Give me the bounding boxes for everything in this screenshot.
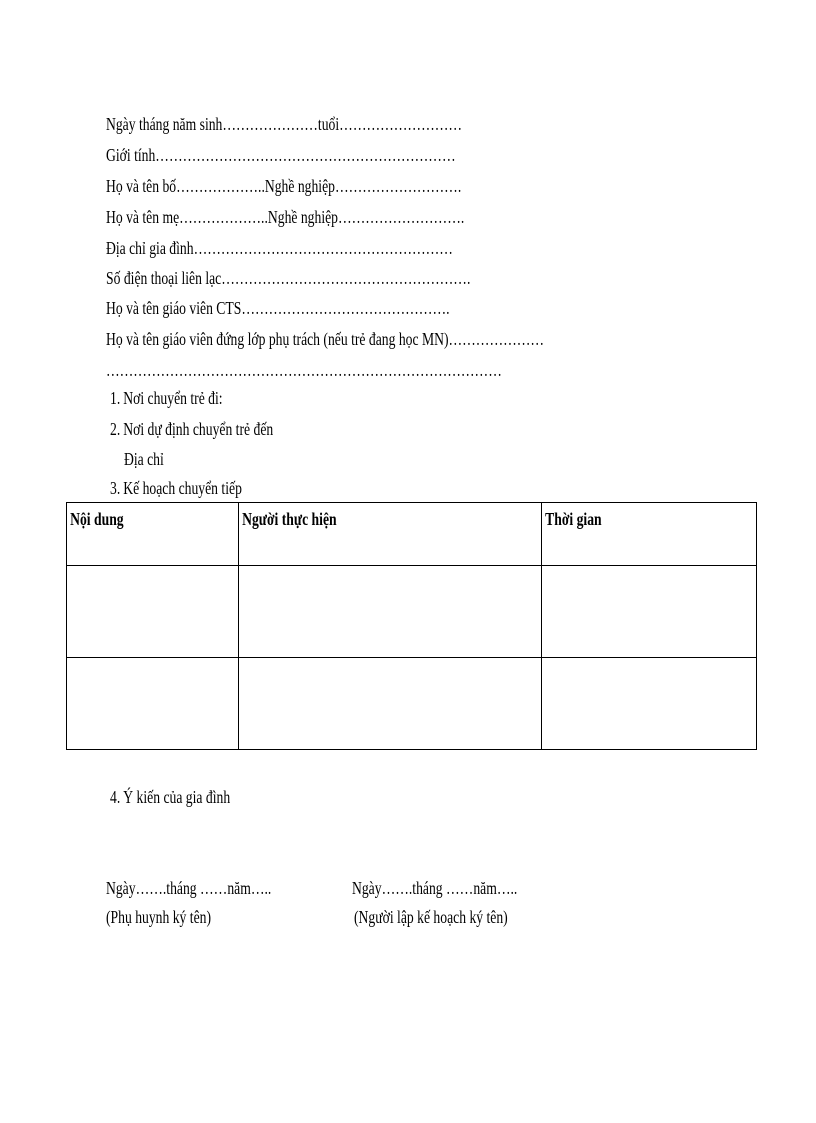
parent-signature-date: Ngày…….tháng ……năm….. [106,878,272,898]
header-person-in-charge: Người thực hiện [239,503,542,566]
section-number: 2. [110,419,121,439]
section-label: Nơi chuyển trẻ đi: [123,388,223,408]
section-transition-plan [110,477,279,499]
family-address-field: Địa chỉ gia đình………………………………………………… [106,238,453,258]
continuation-dotted-line: …………………………………………………………………………… [106,360,502,380]
table-cell[interactable] [542,566,757,658]
table-cell[interactable] [239,658,542,750]
gender-field: Giới tính………………………………………………………… [106,145,456,165]
header-time: Thời gian [542,503,757,566]
section-transfer-from [110,387,254,409]
contact-phone-field: Số điện thoại liên lạc………………………………………………. [106,268,471,288]
section-family-opinion [110,786,264,808]
section-label: Nơi dự định chuyển trẻ đến [123,419,274,439]
table-cell[interactable] [67,658,239,750]
section-number: 4. [110,787,121,807]
section-number: 3. [110,478,121,498]
cts-teacher-field: Họ và tên giáo viên CTS………………………………………. [106,298,450,318]
planner-signature-date: Ngày…….tháng ……năm….. [352,878,518,898]
table-row [67,566,757,658]
class-teacher-field: Họ và tên giáo viên đứng lớp phụ trách (nếu trẻ đang học MN)………………… [106,329,545,349]
birthdate-age-field: Ngày tháng năm sinh…………………tuổi……………………… [106,114,463,134]
transition-plan-table [66,502,757,750]
table-cell[interactable] [239,566,542,658]
section-label: Ý kiến của gia đình [123,787,231,807]
section-label: Kế hoạch chuyển tiếp [123,478,242,498]
table-cell[interactable] [542,658,757,750]
section-transfer-to [110,418,319,440]
header-content: Nội dung [67,503,239,566]
parent-signature-label: (Phụ huynh ký tên) [106,907,212,927]
table-header-row [67,503,757,566]
planner-signature-label: (Người lập kế hoạch ký tên) [354,907,508,927]
table-cell[interactable] [67,566,239,658]
section-address: Địa chỉ [124,449,164,469]
mother-name-occupation-field: Họ và tên mẹ………………..Nghề nghiệp………………………. [106,207,465,227]
section-number: 1. [110,388,121,408]
table-row [67,658,757,750]
father-name-occupation-field: Họ và tên bố………………..Nghề nghiệp………………………. [106,176,462,196]
